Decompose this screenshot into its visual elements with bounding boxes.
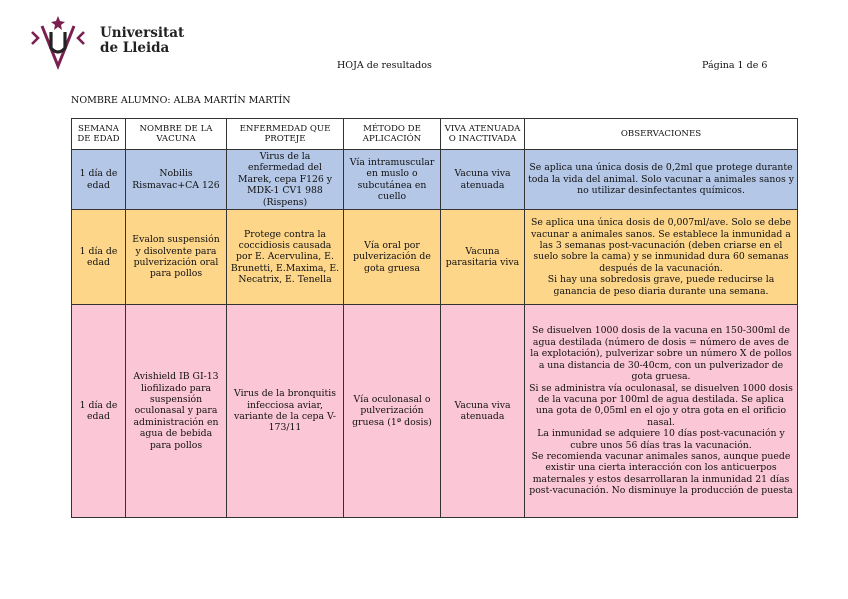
table-row (72, 210, 798, 305)
cell-observations: Se disuelven 1000 dosis de la vacuna en 150-300ml de agua destilada (número de dosis = número de aves de la explotación), pulverizar sobre un número X de pollos a una distancia de 30-40cm, con un pulverizador de gota gruesa. Si se administra vía oculonasal, se disuelven 1000 dosis de la vacuna por 100ml de agua destilada. Se aplica una gota de 0,05ml en el ojo y otra gota en el orificio nasal. La inmunidad se adquiere 10 días post-vacunación y cubre unos 56 días tras la vacunación. Se recomienda vacunar animales sanos, aunque puede existir una cierta interacción con los anticuerpos maternales y estos desarrollaran la inmunidad 21 días post-vacunación. No disminuye la producción de puesta (525, 305, 798, 518)
column-header-age: SEMANA DE EDAD (72, 119, 126, 150)
results-table (71, 118, 798, 518)
column-header-disease: ENFERMEDAD QUE PROTEJE (227, 119, 344, 150)
document-title: HOJA de resultados (337, 60, 432, 71)
university-seal-icon (28, 14, 88, 70)
student-name: NOMBRE ALUMNO: ALBA MARTÍN MARTÍN (71, 95, 291, 106)
table-header-row (72, 119, 798, 150)
page-number: Página 1 de 6 (702, 60, 768, 71)
cell-age: 1 día de edad (72, 305, 126, 518)
column-header-method: MÉTODO DE APLICACIÓN (344, 119, 441, 150)
table-row (72, 305, 798, 518)
cell-age: 1 día de edad (72, 210, 126, 305)
cell-vaccine: Avishield IB GI-13 liofilizado para suspensión oculonasal y para administración en agua de bebida para pollos (126, 305, 227, 518)
logo-line-2: de Lleida (100, 40, 170, 56)
cell-disease: Protege contra la coccidiosis causada por E. Acervulina, E. Brunetti, E.Maxima, E. Necatrix, E. Tenella (227, 210, 344, 305)
column-header-observations: OBSERVACIONES (525, 119, 798, 150)
university-logo (28, 14, 185, 70)
column-header-vaccine: NOMBRE DE LA VACUNA (126, 119, 227, 150)
cell-vaccine: Evalon suspensión y disolvente para pulverización oral para pollos (126, 210, 227, 305)
cell-vaccine: Nobilis Rismavac+CA 126 (126, 150, 227, 210)
cell-type: Vacuna parasitaria viva (441, 210, 525, 305)
logo-wordmark (100, 26, 184, 56)
cell-type: Vacuna viva atenuada (441, 305, 525, 518)
cell-observations: Se aplica una única dosis de 0,007ml/ave. Solo se debe vacunar a animales sanos. Se establece la inmunidad a las 3 semanas post-vacunación (deben criarse en el suelo sobre la cama) y se inmunidad dura 60 semanas después de la vacunación. Si hay una sobredosis grave, puede reducirse la ganancia de peso diaria durante una semana. (525, 210, 798, 305)
cell-disease: Virus de la enfermedad del Marek, cepa F126 y MDK-1 CV1 988 (Rispens) (227, 150, 344, 210)
cell-age: 1 día de edad (72, 150, 126, 210)
logo-line-1: Universitat (100, 25, 185, 41)
table-row (72, 150, 798, 210)
cell-observations: Se aplica una única dosis de 0,2ml que protege durante toda la vida del animal. Solo vacunar a animales sanos y no utilizar desinfectantes químicos. (525, 150, 798, 210)
cell-type: Vacuna viva atenuada (441, 150, 525, 210)
cell-method: Vía oral por pulverización de gota gruesa (344, 210, 441, 305)
column-header-type: VIVA ATENUADA O INACTIVADA (441, 119, 525, 150)
cell-method: Vía intramuscular en muslo o subcutánea en cuello (344, 150, 441, 210)
cell-disease: Virus de la bronquitis infecciosa aviar, variante de la cepa V-173/11 (227, 305, 344, 518)
cell-method: Vía oculonasal o pulverización gruesa (1ª dosis) (344, 305, 441, 518)
